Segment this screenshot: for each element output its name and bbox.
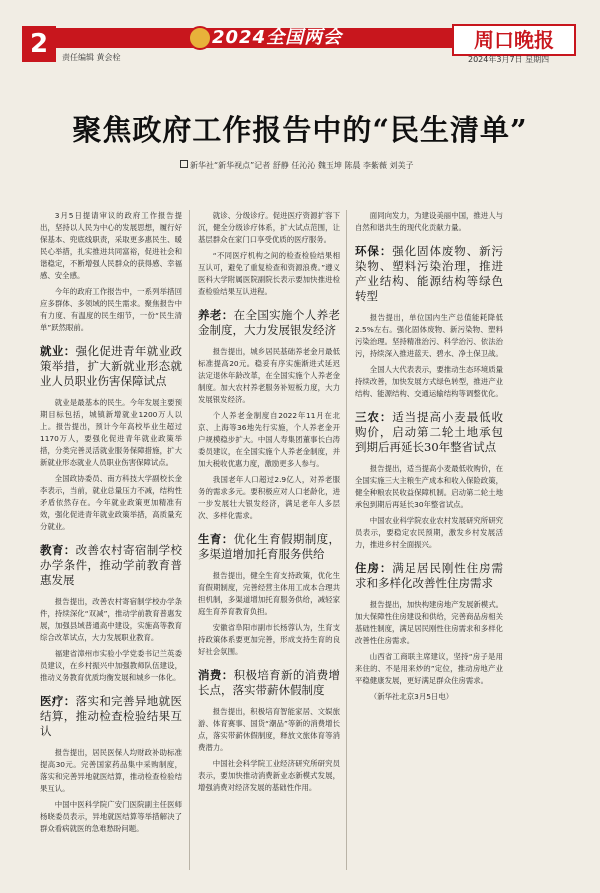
- subheading-topic: 就业：: [40, 344, 76, 358]
- subheading-text: 强化固体废物、新污染物、塑料污染治理，推进产业结构、能源结构等绿色转型: [355, 244, 504, 303]
- paragraph: 报告提出，城乡居民基础养老金月最低标准提高20元。稳妥有序实施渐进式延迟法定退休年龄改革，在全国实施个人养老金制度。加大农村养老服务补短板力度，大力发展银发经济。: [198, 347, 340, 404]
- page-number: 2: [22, 26, 56, 62]
- byline-text: 新华社“新华视点”记者 舒静 任沁沁 魏玉坤 陈晨 李紫薇 刘美子: [190, 161, 414, 170]
- subheading-topic: 养老：: [198, 308, 234, 322]
- subheading: [355, 561, 503, 591]
- editor-credit: 责任编辑 黄会栓: [62, 53, 121, 62]
- page-header: [0, 0, 600, 62]
- subheading: [198, 308, 340, 338]
- square-icon: [180, 160, 188, 168]
- article-column-3: [355, 210, 503, 707]
- subheading: [355, 244, 503, 304]
- paragraph: 报告提出，适当提高小麦最低收购价，在全国实施三大主粮生产成本和收入保险政策，健全种粮农民收益保障机制。启动第二轮土地承包到期后再延长30年整省试点。: [355, 464, 503, 509]
- paragraph: 中国中医科学院广安门医院副主任医师杨晓委员表示，异地就医结算等举措解决了群众看病就医的急难愁盼问题。: [40, 800, 182, 833]
- subheading-topic: 消费：: [198, 668, 234, 682]
- paragraph: 个人养老金制度自2022年11月在北京、上海等36地先行实施，个人养老金开户规模稳步扩大。中国人寿集团董事长白涛委员建议，在全国实施个人养老金制度，并加大税收优惠力度，激励更多人参与。: [198, 411, 340, 468]
- paragraph: 报告提出，居民医保人均财政补助标准提高30元。完善国家药品集中采购制度，落实和完善异地就医结算，推动检查检验结果互认。: [40, 748, 182, 793]
- subheading-text: 适当提高小麦最低收购价，启动第二轮土地承包到期后再延长30年整省试点: [355, 410, 504, 454]
- paragraph: 中国社会科学院工业经济研究所研究员表示，要加快推动消费新业态新模式发展，增强消费对经济发展的基础性作用。: [198, 759, 340, 792]
- paragraph: 安徽省阜阳市副市长杨蓉认为，生育支持政策体系要更加完善，形成支持生育的良好社会氛围。: [198, 623, 340, 656]
- subheading: [198, 532, 340, 562]
- newspaper-logo: 周口晚报: [452, 24, 576, 56]
- subheading-topic: 三农：: [355, 410, 393, 424]
- subheading-text: 在全国实施个人养老金制度，大力发展银发经济: [198, 308, 341, 337]
- section-banner: 2024全国两会: [212, 27, 343, 48]
- subheading-text: 优化生育假期制度，多渠道增加托育服务供给: [198, 532, 341, 561]
- paragraph: “不同医疗机构之间的检查检验结果相互认可，避免了重复检查和资源浪费。”遵义医科大学附属医院副院长表示要加快推进检查检验结果互认进程。: [198, 251, 340, 296]
- subheading-topic: 教育：: [40, 543, 76, 557]
- paragraph: 就诊、分级诊疗。促进医疗资源扩容下沉，健全分级诊疗体系，扩大试点范围，让基层群众在家门口享受优质的医疗服务。: [198, 211, 340, 244]
- subheading-text: 落实和完善异地就医结算，推动检查检验结果互认: [40, 694, 183, 738]
- paragraph: 我国老年人口超过2.9亿人，对养老服务的需求多元。要积极应对人口老龄化，进一步发展壮大银发经济，满足老年人多层次、多样化需求。: [198, 475, 340, 520]
- paragraph: （新华社北京3月5日电）: [369, 692, 454, 701]
- subheading-topic: 住房：: [355, 561, 393, 575]
- issue-date: 2024年3月7日 星期四: [468, 55, 550, 64]
- paragraph: 报告提出，单位国内生产总值能耗降低2.5%左右。强化固体废物、新污染物、塑料污染治理。坚持精准治污、科学治污、依法治污，持续深入推进蓝天、碧水、净土保卫战。: [355, 313, 503, 358]
- article-column-1: [40, 210, 182, 839]
- subheading: [40, 543, 182, 588]
- paragraph: 山西省工商联主席建议，坚持“房子是用来住的、不是用来炒的”定位，推动房地产业平稳健康发展，更好满足群众住房需求。: [355, 652, 503, 685]
- subheading-topic: 环保：: [355, 244, 393, 258]
- paragraph: 面同向发力，为建设美丽中国，推进人与自然和谐共生的现代化贡献力量。: [355, 211, 503, 232]
- byline: [180, 160, 414, 171]
- paragraph: 全国人大代表表示，要推动生态环境质量持续改善，加快发展方式绿色转型，推进产业结构、能源结构、交通运输结构等调整优化。: [355, 365, 503, 398]
- paragraph: 全国政协委员、南方科技大学副校长金李表示，当前，就业总量压力不减，结构性矛盾依然存在。今年就业政策更加精准有效，强化促进青年就业政策举措，高质量充分就业。: [40, 474, 182, 531]
- subheading: [198, 668, 340, 698]
- paragraph: 报告提出，积极培育智能家居、文娱旅游、体育赛事、国货“潮品”等新的消费增长点，落实带薪休假制度，释放文旅体育等消费潜力。: [198, 707, 340, 752]
- subheading-text: 强化促进青年就业政策举措，扩大新就业形态就业人员职业伤害保障试点: [40, 344, 183, 388]
- subheading-text: 积极培育新的消费增长点，落实带薪休假制度: [198, 668, 341, 697]
- subheading-text: 满足居民刚性住房需求和多样化改善性住房需求: [355, 561, 504, 590]
- paragraph: 报告提出，加快构建房地产发展新模式。加大保障性住房建设和供给，完善商品房相关基础性制度，满足居民刚性住房需求和多样化改善性住房需求。: [355, 600, 503, 645]
- national-emblem-icon: [188, 26, 212, 50]
- paragraph: 就业是最基本的民生。今年发展主要预期目标包括，城镇新增就业1200万人以上。报告提出，预计今年高校毕业生超过1170万人，要强化促进青年就业政策举措，分类完善灵活就业服务保障措施，扩大新就业形态就业人员职业伤害保障试点。: [40, 398, 182, 467]
- subheading: [355, 410, 503, 455]
- subheading: [40, 694, 182, 739]
- paragraph: 中国农业科学院农业农村发展研究所研究员表示，要稳定农民预期，激发乡村发展活力，推进乡村全面振兴。: [355, 516, 503, 549]
- subheading-topic: 生育：: [198, 532, 234, 546]
- headline: 聚焦政府工作报告中的“民生清单”: [72, 113, 528, 147]
- subheading: [40, 344, 182, 389]
- paragraph: 3月5日提请审议的政府工作报告提出，坚持以人民为中心的发展思想，履行好保基本、兜底线职责，采取更多惠民生、暖民心举措，扎实推进共同富裕，促进社会和谐稳定，不断增强人民群众的获得感、幸福感、安全感。: [40, 211, 182, 280]
- paragraph: 报告提出，健全生育支持政策，优化生育假期制度，完善经营主体用工成本合理共担机制，多渠道增加托育服务供给，减轻家庭生育养育教育负担。: [198, 571, 340, 616]
- column-divider: [346, 210, 347, 870]
- paragraph: 今年的政府工作报告中，一系列举措回应多群体、多领域的民生需求。聚焦报告中有力度、有温度的民生细节，一份“民生清单”跃然眼前。: [40, 287, 182, 332]
- column-divider: [189, 210, 190, 870]
- paragraph: 福建省漳州市实验小学党委书记兰英委员建议，在乡村振兴中加强教师队伍建设，推动义务教育优质均衡发展和城乡一体化。: [40, 649, 182, 682]
- subheading-topic: 医疗：: [40, 694, 76, 708]
- article-column-2: [198, 210, 340, 798]
- paragraph: 报告提出，改善农村寄宿制学校办学条件，持续深化“双减”，推动学前教育普惠发展，加强县域普通高中建设，实施高等教育综合改革试点，大力发展职业教育。: [40, 597, 182, 642]
- subheading-text: 改善农村寄宿制学校办学条件，推动学前教育普惠发展: [40, 543, 183, 587]
